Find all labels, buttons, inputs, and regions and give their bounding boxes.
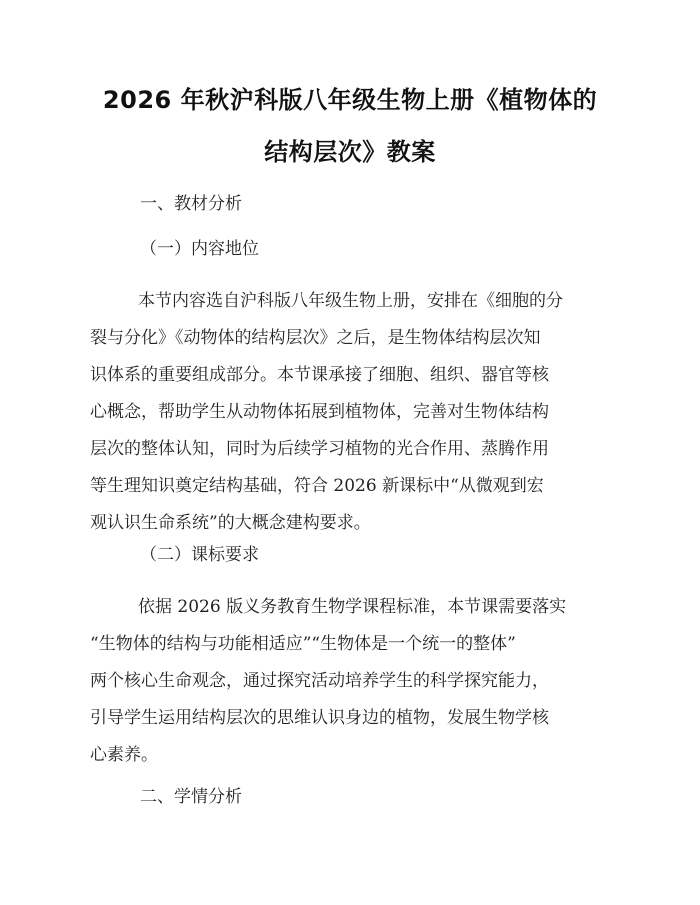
paragraph-line: 等生理知识奠定结构基础，符合 2026 新课标中“从微观到宏 [90, 476, 544, 496]
paragraph-line: 依据 2026 版义务教育生物学课程标准，本节课需要落实 [138, 597, 567, 617]
paragraph-line: 心素养。 [90, 745, 158, 765]
subsection-heading-content-position: （一）内容地位 [140, 239, 259, 259]
subsection-heading-curriculum-requirements: （二）课标要求 [140, 545, 259, 565]
section-heading-student-analysis: 二、学情分析 [140, 787, 242, 807]
paragraph-curriculum-requirements [90, 589, 610, 774]
section-heading-textbook-analysis: 一、教材分析 [140, 194, 242, 214]
paragraph-line: 裂与分化》《动物体的结构层次》之后，是生物体结构层次知 [90, 328, 541, 348]
paragraph-line: “生物体的结构与功能相适应”“生物体是一个统一的整体” [90, 634, 516, 654]
document-title-line-2: 结构层次》教案 [264, 138, 436, 166]
paragraph-line: 心概念，帮助学生从动物体拓展到植物体，完善对生物体结构 [90, 402, 549, 422]
paragraph-content-position [90, 283, 610, 542]
paragraph-line: 层次的整体认知，同时为后续学习植物的光合作用、蒸腾作用 [90, 439, 549, 459]
paragraph-line: 识体系的重要组成部分。本节课承接了细胞、组织、器官等核 [90, 365, 549, 385]
paragraph-line: 引导学生运用结构层次的思维认识身边的植物，发展生物学核 [90, 708, 549, 728]
paragraph-line: 本节内容选自沪科版八年级生物上册，安排在《细胞的分 [138, 291, 563, 311]
paragraph-line: 观认识生命系统”的大概念建构要求。 [90, 513, 371, 533]
document-title-line-1: 2026 年秋沪科版八年级生物上册《植物体的 [102, 86, 598, 114]
paragraph-line: 两个核心生命观念，通过探究活动培养学生的科学探究能力， [90, 671, 549, 691]
